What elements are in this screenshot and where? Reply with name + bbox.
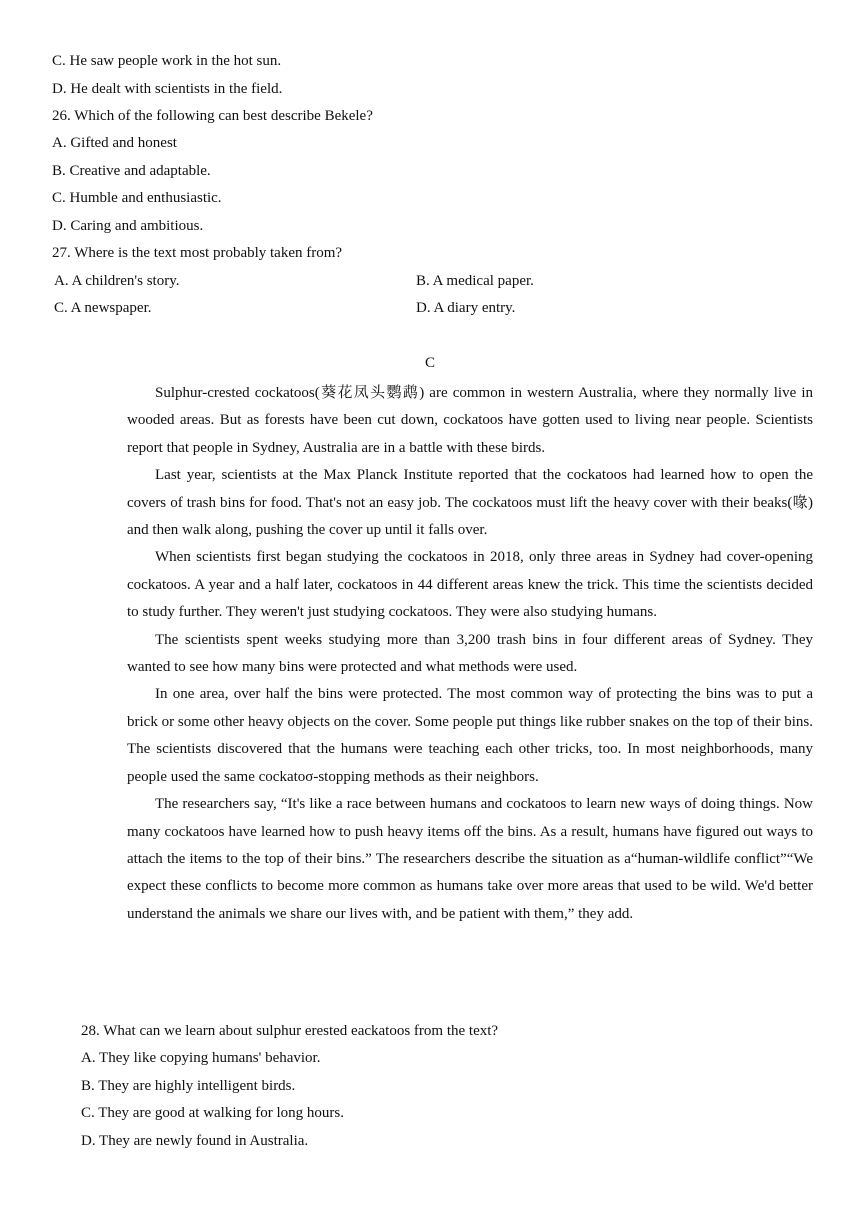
q27-options-row-2 bbox=[54, 298, 754, 318]
q26-option-b: B. Creative and adaptable. bbox=[52, 163, 211, 179]
q26-option-c: C. Humble and enthusiastic. bbox=[52, 190, 222, 206]
q28-option-a: A. They like copying humans' behavior. bbox=[81, 1050, 321, 1067]
q28-block bbox=[81, 1018, 498, 1155]
q25-option-d: D. He dealt with scientists in the field. bbox=[52, 81, 283, 97]
q27-option-b: B. A medical paper. bbox=[416, 273, 534, 289]
passage-paragraph-3: When scientists first began studying the cockatoos in 2018, only three areas in Sydney had cover-opening cockatoos. A year and a half later, cockatoos in 44 different areas knew the trick. This time the scientists decided to study further. They weren't just studying cockatoos. They were also studying humans. bbox=[127, 549, 813, 621]
q27-option-d: D. A diary entry. bbox=[416, 300, 516, 316]
q26-stem: 26. Which of the following can best describe Bekele? bbox=[52, 108, 373, 124]
q28-option-d: D. They are newly found in Australia. bbox=[81, 1132, 309, 1149]
passage-paragraph-1: Sulphur-crested cockatoos(葵花凤头鹦鹉) are common in western Australia, where they normally live in wooded areas. But as forests have been cut down, cockatoos have gotten used to living near people. Scientists report that people in Sydney, Australia are in a battle with these birds. bbox=[127, 385, 813, 456]
q26-option-d: D. Caring and ambitious. bbox=[52, 218, 204, 234]
q26-option-a: A. Gifted and honest bbox=[52, 135, 177, 151]
section-title: C bbox=[424, 355, 435, 371]
passage-paragraph-4: The scientists spent weeks studying more than 3,200 trash bins in four different areas of Sydney. They wanted to see how many bins were protected and what methods were used. bbox=[127, 631, 813, 676]
q28-option-c: C. They are good at walking for long hours. bbox=[81, 1105, 345, 1122]
q27-option-c: C. A newspaper. bbox=[54, 300, 152, 316]
passage-paragraph-5: In one area, over half the bins were protected. The most common way of protecting the bins was to put a brick or some other heavy objects on the cover. Some people put things like rubber snakes on the top of their bins. The scientists discovered that the humans were teaching each other tricks, too. In most neighborhoods, many people used the same cockatoσ-stopping methods as their neighbors. bbox=[127, 686, 813, 785]
q28-option-b: B. They are highly intelligent birds. bbox=[81, 1077, 296, 1094]
q28-stem: 28. What can we learn about sulphur erested eackatoos from the text? bbox=[81, 1023, 499, 1039]
q27-stem: 27. Where is the text most probably taken from? bbox=[52, 245, 343, 261]
reading-passage bbox=[127, 380, 813, 928]
q27-options-row-1 bbox=[54, 271, 754, 291]
q25-option-c: C. He saw people work in the hot sun. bbox=[52, 53, 282, 69]
q27-option-a: A. A children's story. bbox=[54, 273, 180, 289]
passage-paragraph-6: The researchers say, “It's like a race between humans and cockatoos to learn new ways of doing things. Now many cockatoos have learned how to push heavy items off the bins. As a result, humans have figured out ways to attach the items to the top of their bins.” The researchers describe the situation as a“human-wildlife conflict”“We expect these conflicts to become more common as humans take over more areas that used to be wild. We'd better understand the animals we share our lives with, and be patient with them,” they add. bbox=[127, 796, 813, 922]
passage-paragraph-2: Last year, scientists at the Max Planck Institute reported that the cockatoos had learned how to open the covers of trash bins for food. That's not an easy job. The cockatoos must lift the heavy cover with their beaks(喙) and then walk along, pushing the cover up until it falls over. bbox=[127, 467, 813, 539]
